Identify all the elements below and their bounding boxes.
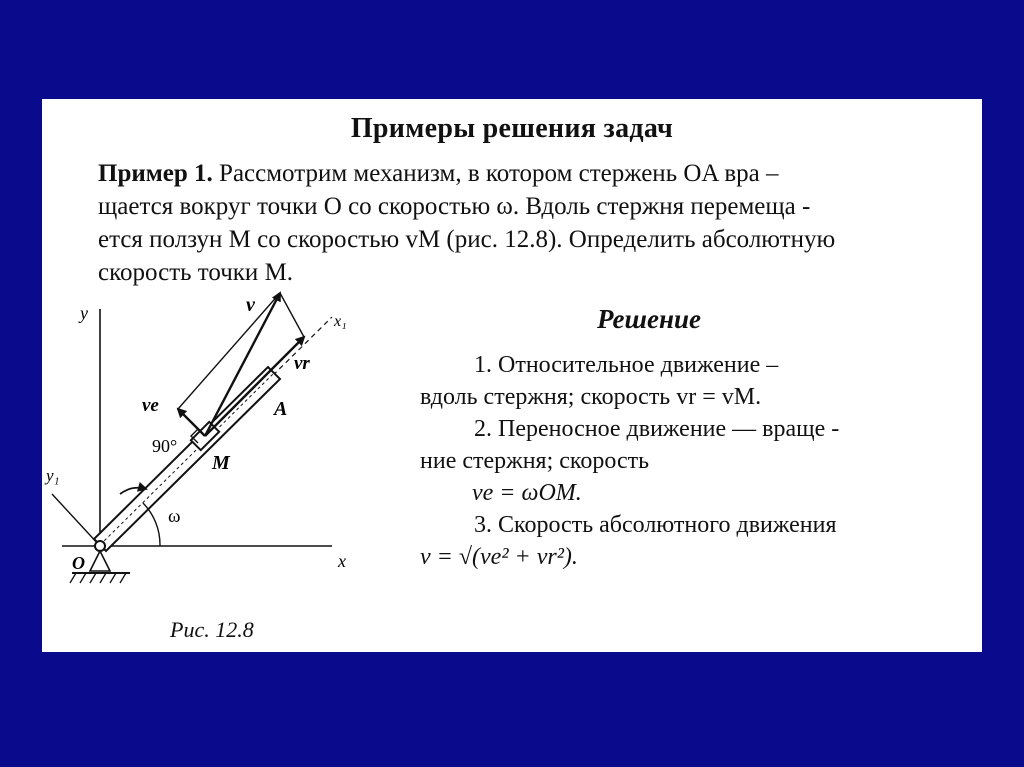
solution-line-3: 2. Переносное движение — враще - <box>474 416 840 442</box>
label-y: y <box>80 303 88 323</box>
relative-velocity-vector <box>205 337 304 436</box>
label-M: M <box>212 452 230 474</box>
label-y1: y₁ <box>46 466 60 485</box>
intro-line-2: щается вокруг точки O со скоростью ω. Вдоль стержня перемеща - <box>98 193 811 220</box>
page-title: Примеры решения задач <box>350 113 674 144</box>
intro-line-1 <box>98 157 958 190</box>
label-ve: ve <box>142 395 159 416</box>
label-omega: ω <box>168 506 181 527</box>
y1-axis <box>52 494 100 546</box>
parallelogram-side-2 <box>280 293 304 337</box>
solution-line-4: ние стержня; скорость <box>420 448 650 474</box>
solution-line-6: 3. Скорость абсолютного движения <box>474 512 837 538</box>
support-icon <box>90 551 110 571</box>
transport-velocity-vector <box>178 409 205 436</box>
intro-line-3: ется ползун M со скоростью vM (рис. 12.8). Определить абсолютную <box>98 226 836 253</box>
example-label: Пример 1. <box>98 160 213 187</box>
intro-line-4: скорость точки M. <box>98 259 294 286</box>
label-x: x <box>338 551 346 571</box>
solution-line-2: вдоль стержня; скорость vr = vM. <box>420 384 762 410</box>
problem-statement <box>98 157 958 289</box>
solution-line-1: 1. Относительное движение – <box>474 352 779 378</box>
ground-hatch <box>70 573 126 583</box>
slide-page <box>42 99 982 652</box>
label-A: A <box>274 398 288 420</box>
intro-text-1: Рассмотрим механизм, в котором стержень OA вра – <box>219 160 779 187</box>
mechanism-figure <box>42 289 382 609</box>
figure-caption: Рис. 12.8 <box>170 617 254 642</box>
label-x1: x₁ <box>334 313 347 330</box>
solution-line-7: v = √(ve² + vr²). <box>420 544 578 570</box>
label-angle: 90° <box>152 436 178 456</box>
solution-title: Решение <box>597 304 701 334</box>
solution-body <box>420 349 950 573</box>
solution-line-5: ve = ωOM. <box>472 480 582 506</box>
label-vr: vr <box>294 353 310 374</box>
label-v: v <box>246 294 255 316</box>
label-origin: O <box>72 553 85 573</box>
